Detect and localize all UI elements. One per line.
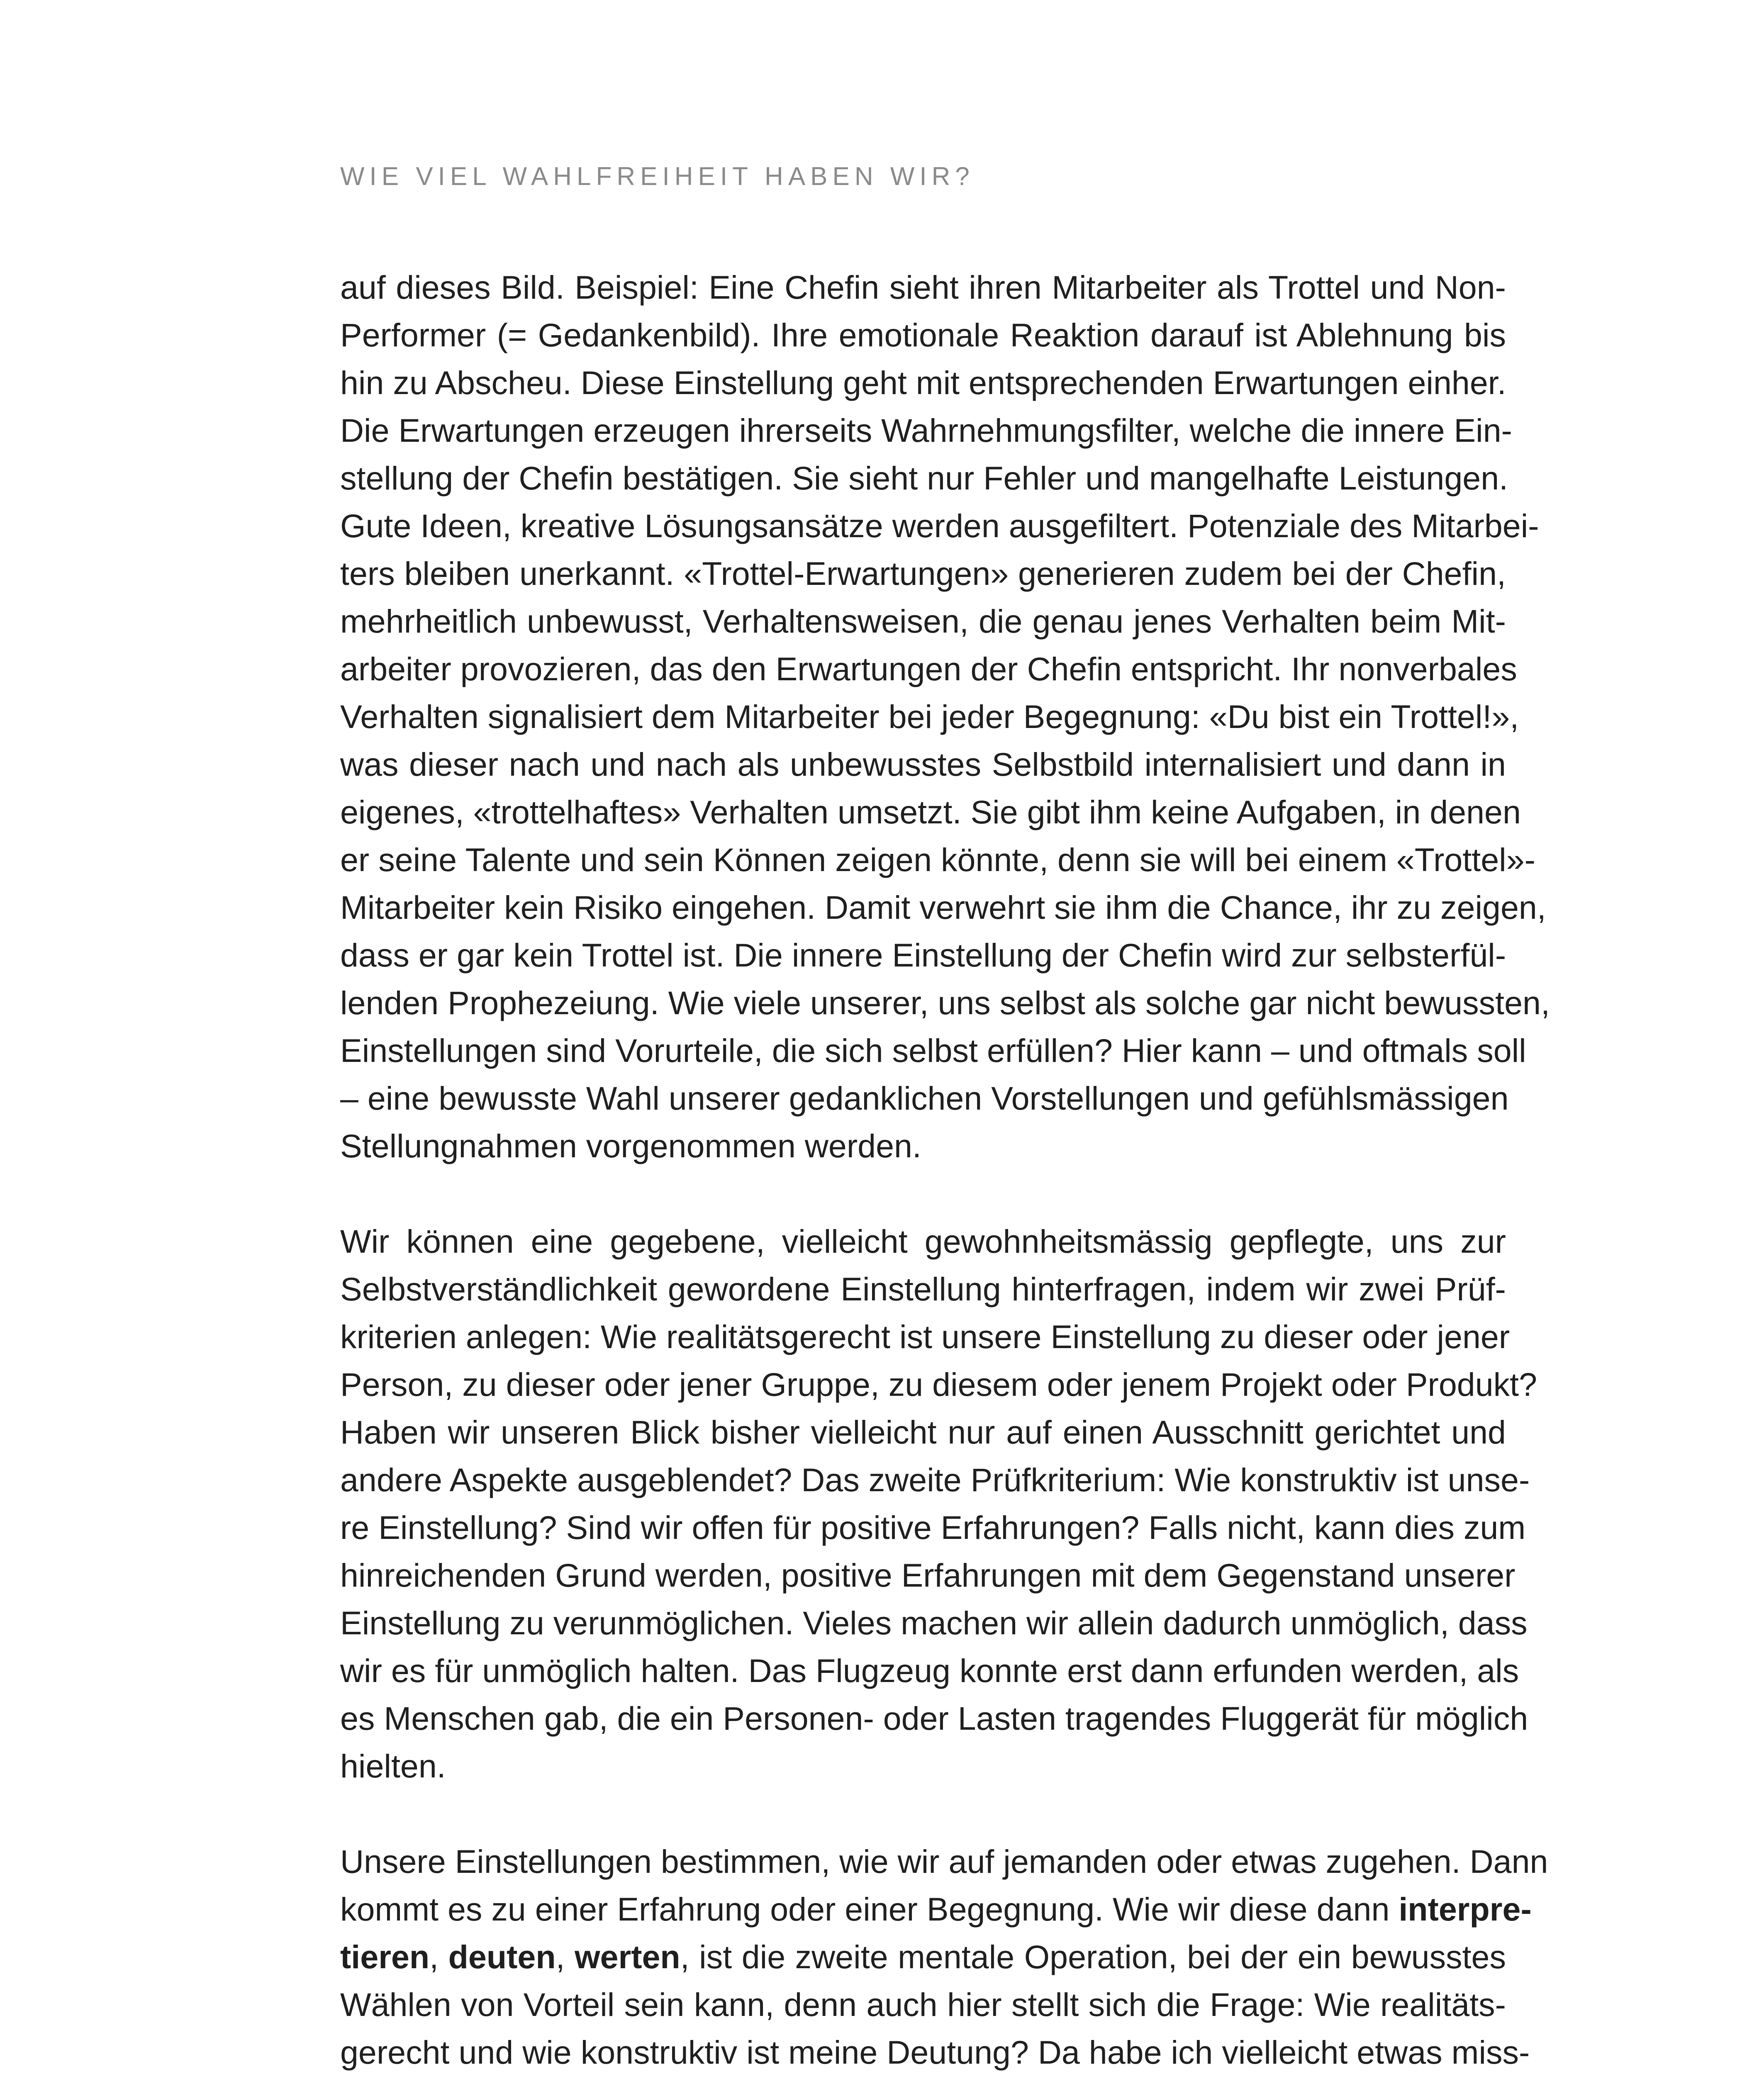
text-line: er seine Talente und sein Können zeigen könnte, denn sie will bei einem «Trottel»- [340, 841, 1535, 878]
text-run: kommt es zu einer Erfahrung oder einer Begegnung. Wie wir diese dann [340, 1891, 1399, 1928]
text-line: Einstellung zu verunmöglichen. Vieles machen wir allein dadurch unmöglich, dass [340, 1604, 1528, 1641]
bold-term-interpretieren: interpre- [1399, 1891, 1532, 1928]
text-line: Einstellungen sind Vorurteile, die sich selbst erfüllen? Hier kann – und oftmals soll [340, 1032, 1526, 1069]
text-line: gerecht und wie konstruktiv ist meine Deutung? Da habe ich vielleicht etwas miss- [340, 2034, 1530, 2071]
text-line: – eine bewusste Wahl unserer gedanklichen Vorstellungen und gefühlsmässigen [340, 1080, 1509, 1117]
text-line: Mitarbeiter kein Risiko eingehen. Damit verwehrt sie ihm die Chance, ihr zu zeigen, [340, 889, 1546, 926]
text-line: Verhalten signalisiert dem Mitarbeiter bei jeder Begegnung: «Du bist ein Trottel!», [340, 698, 1519, 735]
bold-term-interpretieren-end: tieren [340, 1938, 430, 1975]
text-line: kriterien anlegen: Wie realitätsgerecht ist unsere Einstellung zu dieser oder jener [340, 1318, 1510, 1355]
bold-term-deuten: deuten [448, 1938, 556, 1975]
text-line: eigenes, «trottelhaftes» Verhalten umsetzt. Sie gibt ihm keine Aufgaben, in denen [340, 794, 1521, 830]
paragraph-3 [340, 1838, 1548, 2074]
text-line [340, 1885, 1532, 1933]
text-line: hinreichenden Grund werden, positive Erfahrungen mit dem Gegenstand unserer [340, 1557, 1515, 1594]
paragraph-1 [340, 263, 1550, 1170]
text-line: Unsere Einstellungen bestimmen, wie wir auf jemanden oder etwas zugehen. Dann [340, 1843, 1548, 1880]
text-line: arbeiter provozieren, das den Erwartungen der Chefin entspricht. Ihr nonverbales [340, 650, 1517, 687]
bold-term-werten: werten [575, 1938, 680, 1975]
text-line: mehrheitlich unbewusst, Verhaltensweisen, die genau jenes Verhalten beim Mit- [340, 603, 1506, 640]
text-line: andere Aspekte ausgeblendet? Das zweite Prüfkriterium: Wie konstruktiv ist unse- [340, 1461, 1530, 1498]
text-line: Gute Ideen, kreative Lösungsansätze werden ausgefiltert. Potenziale des Mitarbei- [340, 507, 1539, 544]
body-text [340, 263, 1550, 2074]
text-line: lenden Prophezeiung. Wie viele unserer, uns selbst als solche gar nicht bewussten, [340, 984, 1550, 1021]
text-line: re Einstellung? Sind wir offen für positive Erfahrungen? Falls nicht, kann dies zum [340, 1509, 1526, 1546]
text-line: Wählen von Vorteil sein kann, denn auch hier stellt sich die Frage: Wie realitäts- [340, 1986, 1506, 2023]
text-line: Performer (= Gedankenbild). Ihre emotionale Reaktion darauf ist Ablehnung bis [340, 316, 1506, 353]
text-line: es Menschen gab, die ein Personen- oder Lasten tragendes Fluggerät für möglich [340, 1700, 1528, 1737]
text-line: wir es für unmöglich halten. Das Flugzeug konnte erst dann erfunden werden, als [340, 1652, 1519, 1689]
text-line: was dieser nach und nach als unbewusstes Selbstbild internalisiert und dann in [340, 746, 1506, 783]
text-line: Selbstverständlichkeit gewordene Einstellung hinterfragen, indem wir zwei Prüf- [340, 1271, 1506, 1307]
paragraph-2 [340, 1217, 1537, 1790]
text-line: hin zu Abscheu. Diese Einstellung geht mit entsprechenden Erwartungen einher. [340, 364, 1506, 401]
text-line: stellung der Chefin bestätigen. Sie sieht nur Fehler und mangelhafte Leistungen. [340, 460, 1508, 497]
text-line: Haben wir unseren Blick bisher vielleicht nur auf einen Ausschnitt gerichtet und [340, 1414, 1506, 1451]
text-line: hielten. [340, 1748, 446, 1784]
text-run: , [429, 1938, 448, 1975]
text-line: ters bleiben unerkannt. «Trottel-Erwartungen» generieren zudem bei der Chefin, [340, 555, 1506, 592]
text-run: , ist die zweite mentale Operation, bei der ein bewusstes [680, 1938, 1506, 1975]
text-line: dass er gar kein Trottel ist. Die innere Einstellung der Chefin wird zur selbsterfül- [340, 937, 1506, 974]
text-line: Stellungnahmen vorgenommen werden. [340, 1127, 921, 1164]
text-line: Die Erwartungen erzeugen ihrerseits Wahrnehmungsfilter, welche die innere Ein- [340, 412, 1512, 449]
text-line: Wir können eine gegebene, vielleicht gewohnheitsmässig gepflegte, uns zur [340, 1223, 1506, 1260]
text-line: auf dieses Bild. Beispiel: Eine Chefin sieht ihren Mitarbeiter als Trottel und Non- [340, 269, 1506, 306]
text-line: Person, zu dieser oder jener Gruppe, zu diesem oder jenem Projekt oder Produkt? [340, 1366, 1537, 1403]
text-run: , [556, 1938, 575, 1975]
running-head: WIE VIEL WAHLFREIHEIT HABEN WIR? [340, 162, 975, 191]
text-line [340, 1933, 1506, 1981]
